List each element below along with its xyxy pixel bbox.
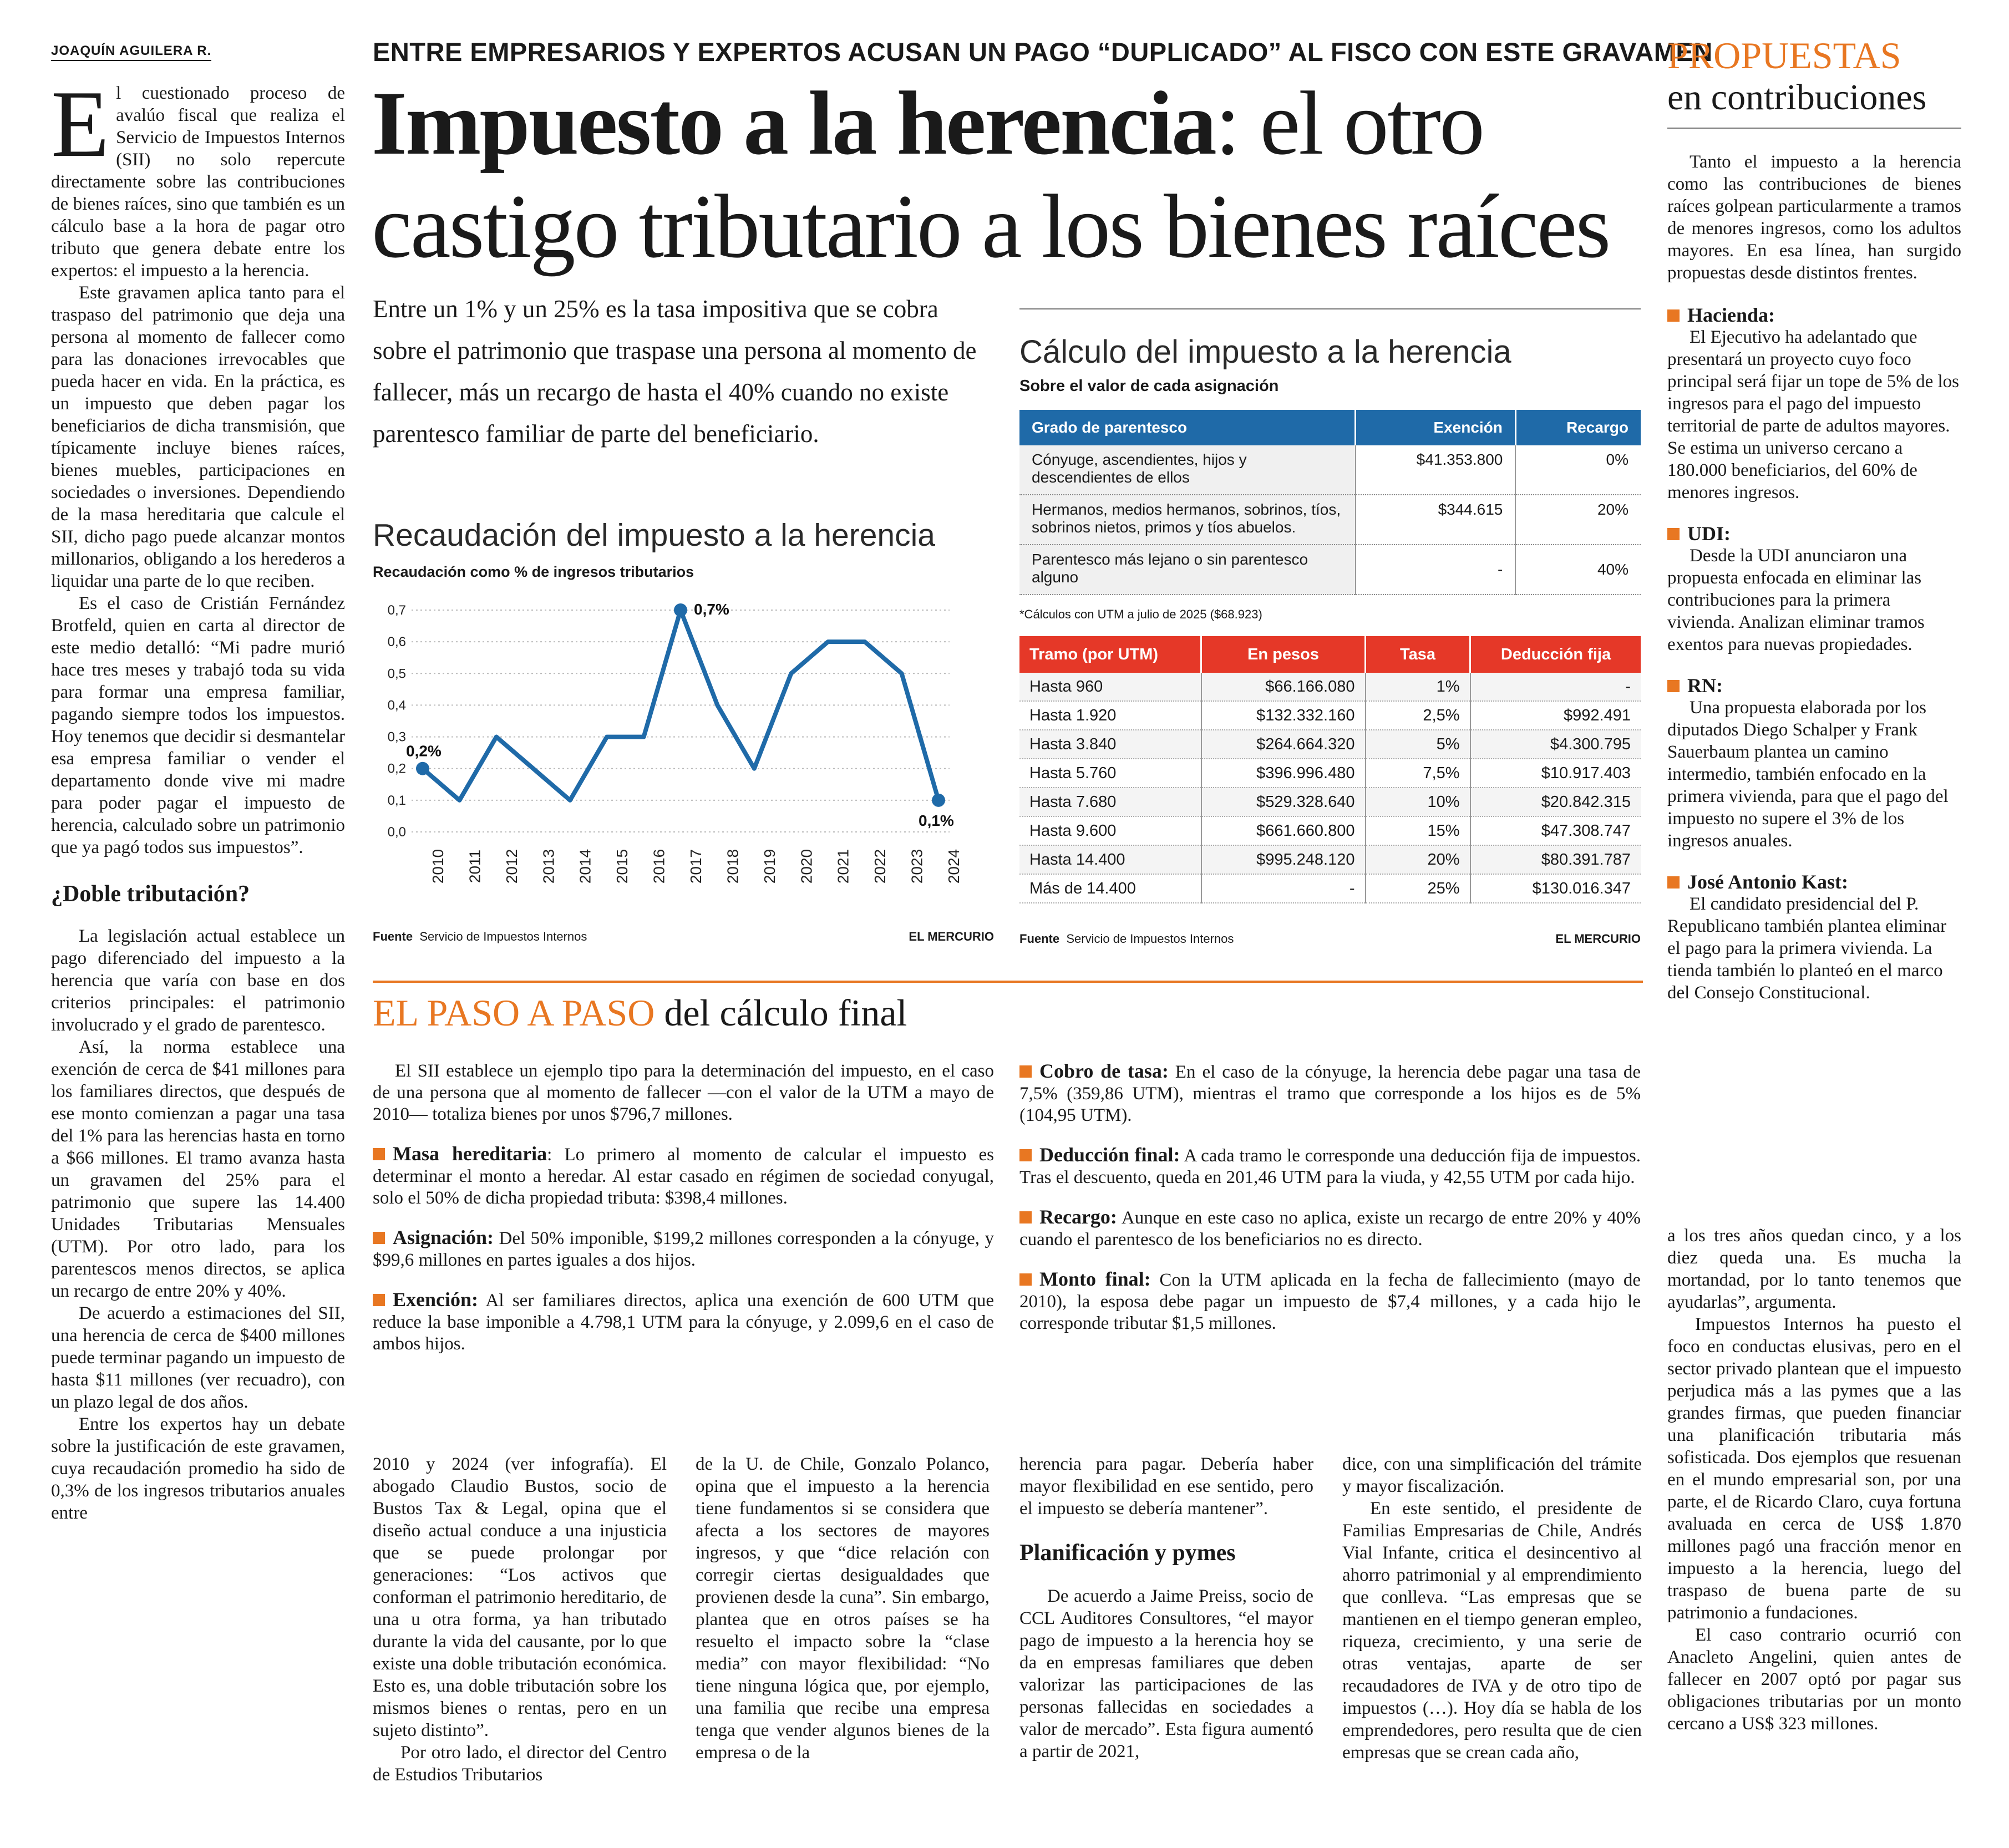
- divider: [1667, 128, 1961, 129]
- x-tick-label: 2011: [466, 849, 484, 884]
- paso-rule: [373, 981, 1643, 983]
- bottom-col-1: [373, 1453, 667, 1786]
- step: [1019, 1060, 1641, 1126]
- table-cell: 10%: [1366, 788, 1470, 816]
- step-text: Con la UTM aplicada en la fecha de fallecimiento (mayo de 2010), la esposa debe pagar un impuesto de $7,4 millones, y a cada hijo le corresponde tributar $1,5 millones.: [1019, 1270, 1641, 1333]
- table-cell: $132.332.160: [1201, 701, 1366, 730]
- calc-title: Cálculo del impuesto a la herencia: [1019, 334, 1511, 370]
- paso-intro: El SII establece un ejemplo tipo para la determinación del impuesto, en el caso de una persona que al momento de fallecer —con el valor de la UTM a mayo de 2010— totaliza bienes por unos $796,7 millones.: [373, 1061, 994, 1124]
- table-cell: Hasta 5.760: [1019, 759, 1201, 788]
- propuesta-head-text: UDI:: [1687, 522, 1731, 545]
- table-cell: $264.664.320: [1201, 730, 1366, 759]
- y-tick-label: 0,7: [387, 603, 406, 618]
- step: [1019, 1268, 1641, 1334]
- propuesta-head: [1667, 871, 1961, 893]
- x-tick-label: 2022: [871, 849, 889, 884]
- bullet-square-icon: [1667, 528, 1680, 540]
- bullet-square-icon: [373, 1232, 385, 1244]
- paragraph: En este sentido, el presidente de Familias Empresarias de Chile, Andrés Vial Infante, critica el desincentivo al ahorro patrimonial y al emprendimiento que conlleva. “Las empresas que se mantienen en el tiempo generan empleo, riqueza, crecimiento, y una serie de otras ventajas, aparte de ser recaudadores de IVA y de otro tipo de impuestos (…). Hoy día se habla de los emprendedores, pero resulta que de cien empresas que se crean cada año,: [1342, 1499, 1642, 1763]
- table-header: En pesos: [1201, 636, 1366, 673]
- data-point: [416, 762, 429, 775]
- data-label: 0,2%: [406, 742, 442, 760]
- line-chart-svg: [373, 599, 994, 932]
- paso-title-orange: EL PASO A PASO: [373, 992, 655, 1034]
- paragraph: herencia para pagar. Debería haber mayor flexibilidad en ese sentido, pero el impuesto se debería mantener”.: [1019, 1454, 1313, 1519]
- propuesta-head: [1667, 522, 1961, 545]
- step-head: Exención:: [393, 1288, 479, 1311]
- y-tick-label: 0,4: [387, 698, 406, 713]
- source-text: Servicio de Impuestos Internos: [1066, 932, 1234, 946]
- table-cell: Hermanos, medios hermanos, sobrinos, tíos, sobrinos nietos, primos y tíos abuelos.: [1019, 495, 1356, 545]
- bullet-square-icon: [1667, 680, 1680, 692]
- chart-subtitle: Recaudación como % de ingresos tributarios: [373, 563, 694, 580]
- revenue-chart: [373, 516, 994, 954]
- table-row: [1019, 445, 1641, 495]
- step: [373, 1289, 994, 1355]
- table-cell: Cónyuge, ascendientes, hijos y descendientes de ellos: [1019, 445, 1356, 495]
- calc-note: *Cálculos con UTM a julio de 2025 ($68.923): [1019, 607, 1262, 621]
- table-cell: 15%: [1366, 816, 1470, 845]
- table-row: [1019, 545, 1641, 595]
- x-tick-label: 2014: [576, 849, 594, 884]
- table-cell: 5%: [1366, 730, 1470, 759]
- paragraph: De acuerdo a Jaime Preiss, socio de CCL Auditores Consultores, “el mayor pago de impuesto a la herencia hoy se da en empresas familiares que deben valorizar las participaciones de las personas fallecidas en sociedades a valor de mercado”. Esta figura aumentó a partir de 2021,: [1019, 1586, 1313, 1761]
- table-row: [1019, 845, 1641, 874]
- bullet-square-icon: [1019, 1273, 1032, 1286]
- table-cell: $529.328.640: [1201, 788, 1366, 816]
- paso-title: [373, 991, 907, 1035]
- headline-rest: : el otro: [1215, 73, 1483, 174]
- table-header: Recargo: [1515, 410, 1641, 445]
- table-row: [1019, 701, 1641, 730]
- table-cell: $41.353.800: [1356, 445, 1516, 495]
- table-cell: $344.615: [1356, 495, 1516, 545]
- propuesta-item: [1667, 871, 1961, 1004]
- propuesta-head: [1667, 674, 1961, 697]
- tramos-table: [1019, 636, 1641, 903]
- y-tick-label: 0,5: [387, 666, 406, 682]
- table-header: Tramo (por UTM): [1019, 636, 1201, 673]
- paragraph: Impuestos Internos ha puesto el foco en conductas elusivas, pero en el sector privado plantean que el impuesto perjudica más a las pymes que a las grandes firmas, que pueden financiar una planificación tributaria más sofisticada. Dos ejemplos que resuenan en el mundo empresarial son, por una parte, el de Ricardo Claro, cuya fortuna avaluada en cerca de US$ 1.870 millones pagó una fracción menor en impuesto a la herencia, luego del traspaso de buena parte de su patrimonio a fundaciones.: [1667, 1314, 1961, 1623]
- chart-brand: EL MERCURIO: [909, 930, 994, 943]
- y-tick-label: 0,0: [387, 825, 406, 840]
- data-point: [932, 794, 945, 807]
- step-text: : Lo primero al momento de calcular el impuesto es determinar el monto a heredar. Al estar casado en régimen de sociedad conyugal, solo el 50% de dicha propiedad tributa: $398,4 millones.: [373, 1145, 994, 1208]
- paso-title-rest: del cálculo final: [664, 992, 907, 1034]
- table-cell: $396.996.480: [1201, 759, 1366, 788]
- x-tick-label: 2010: [429, 849, 447, 884]
- x-tick-label: 2015: [613, 849, 631, 884]
- paragraph: Entre los expertos hay un debate sobre la justificación de este gravamen, cuya recaudación promedio ha sido de 0,3% de los ingresos tributarios anuales entre: [51, 1414, 345, 1523]
- y-tick-label: 0,6: [387, 634, 406, 650]
- propuesta-text: El candidato presidencial del P. Republicano también plantea eliminar el pago para la primera vivienda. La tienda también lo planteó en el marco del Consejo Constitucional.: [1667, 894, 1947, 1003]
- calc-box: [1019, 333, 1641, 954]
- table-row: [1019, 759, 1641, 788]
- propuesta-item: [1667, 304, 1961, 504]
- table-cell: Hasta 1.920: [1019, 701, 1201, 730]
- x-tick-label: 2017: [687, 849, 704, 884]
- table-row: [1019, 673, 1641, 701]
- byline: JOAQUÍN AGUILERA R.: [51, 43, 211, 61]
- table-header: Tasa: [1366, 636, 1470, 673]
- table-row: [1019, 874, 1641, 903]
- x-tick-label: 2012: [503, 849, 520, 884]
- propuesta-head-text: RN:: [1687, 674, 1723, 697]
- propuesta-text: Una propuesta elaborada por los diputados Diego Schalper y Frank Sauerbaum plantea un camino intermedio, también enfocado en la primera vivienda, para que el pago del impuesto no supere el 3% de los ingresos anuales.: [1667, 698, 1949, 851]
- table-cell: Hasta 960: [1019, 673, 1201, 701]
- lead: Entre un 1% y un 25% es la tasa impositiva que se cobra sobre el patrimonio que traspase una persona al momento de fallecer, más un recargo de hasta el 40% cuando no existe parentesco familiar de parte del beneficiario.: [373, 295, 977, 448]
- table-cell: Hasta 3.840: [1019, 730, 1201, 759]
- propuesta-head-text: José Antonio Kast:: [1687, 871, 1849, 893]
- step-text: Del 50% imponible, $199,2 millones corresponden a la cónyuge, y $99,6 millones en partes iguales a dos hijos.: [373, 1228, 994, 1270]
- data-label: 0,1%: [919, 811, 954, 829]
- paragraph: Así, la norma establece una exención de cerca de $41 millones para los familiares directos, que después de ese monto comienzan a pagar una tasa del 1% para las herencias hasta en torno a $66 millones. El tramo avanza hasta un gravamen del 25% para el patrimonio que supere las 14.400 Unidades Tributarias Mensuales (UTM). Por otro lado, para los parentescos menos directos, se aplica un recargo de entre 20% y 40%.: [51, 1037, 345, 1301]
- table-row: [1019, 730, 1641, 759]
- source-label: Fuente: [1019, 932, 1060, 946]
- table-cell: $47.308.747: [1470, 816, 1641, 845]
- table-cell: -: [1201, 874, 1366, 903]
- x-tick-label: 2018: [724, 849, 742, 884]
- paragraph: Este gravamen aplica tanto para el traspaso del patrimonio que deja una persona al momento de fallecer como para las donaciones irrevocables que pueda hacer en vida. En la práctica, es un impuesto que deben pagar los beneficiarios de dicha transmisión, que típicamente incluye bienes raíces, bienes muebles, participaciones en sociedades o inversiones. Dependiendo de la masa hereditaria que calcule el SII, dicho pago puede alcanzar montos millonarios, obligando a los herederos a liquidar una parte de lo que reciben.: [51, 283, 345, 591]
- step-head: Monto final:: [1039, 1268, 1151, 1290]
- bullet-square-icon: [1019, 1065, 1032, 1078]
- propuesta-text: El Ejecutivo ha adelantado que presentará un proyecto cuyo foco principal será fijar un tope de 5% de los ingresos para el pago del impuesto territorial de parte de adultos mayores. Se estima un universo cercano a 180.000 beneficiarios, del 60% de menores ingresos.: [1667, 327, 1959, 502]
- x-tick-label: 2019: [760, 849, 778, 884]
- propuestas-intro: Tanto el impuesto a la herencia como las contribuciones de bienes raíces golpean particularmente a tramos de menores ingresos, como los adultos mayores. En esa línea, han surgido propuestas desde distintos frentes.: [1667, 152, 1961, 283]
- table-header: Exención: [1356, 410, 1516, 445]
- bullet-square-icon: [1667, 309, 1680, 322]
- paragraph: l cuestionado proceso de avalúo fiscal que realiza el Servicio de Impuestos Internos (SII) no solo repercute directamente sobre las contribuciones de bienes raíces, sino que también es un cálculo base a la hora de pagar otro tributo que genera debate entre los expertos: el impuesto a la herencia.: [51, 83, 345, 281]
- step-head: Asignación:: [393, 1226, 494, 1248]
- table-cell: $66.166.080: [1201, 673, 1366, 701]
- table-cell: Más de 14.400: [1019, 874, 1201, 903]
- table-cell: $661.660.800: [1201, 816, 1366, 845]
- propuesta-head-text: Hacienda:: [1687, 304, 1775, 326]
- table-cell: $992.491: [1470, 701, 1641, 730]
- step-text: Al ser familiares directos, aplica una exención de 600 UTM que reduce la base imponible a 4.798,1 UTM para la cónyuge, y 2.099,6 en el caso de ambos hijos.: [373, 1291, 994, 1354]
- step-text: En el caso de la cónyuge, la herencia debe pagar una tasa de 7,5% (359,86 UTM), mientras el tramo que corresponde a los hijos es de 5% (104,95 UTM).: [1019, 1062, 1641, 1125]
- paso-right: [1019, 1060, 1641, 1352]
- parentesco-table: [1019, 410, 1641, 595]
- step: [1019, 1206, 1641, 1251]
- step: [1019, 1144, 1641, 1189]
- right-bottom-column: [1667, 1225, 1961, 1735]
- table-cell: 20%: [1366, 845, 1470, 874]
- y-tick-label: 0,1: [387, 793, 406, 808]
- paragraph: De acuerdo a estimaciones del SII, una herencia de cerca de $400 millones puede terminar pagando un impuesto de hasta $11 millones (ver recuadro), con un plazo legal de dos años.: [51, 1303, 345, 1412]
- bottom-col-2: [696, 1453, 990, 1764]
- table-header: Deducción fija: [1470, 636, 1641, 673]
- data-label: 0,7%: [694, 601, 729, 618]
- table-cell: $20.842.315: [1470, 788, 1641, 816]
- bullet-square-icon: [373, 1148, 385, 1160]
- bullet-square-icon: [1667, 876, 1680, 889]
- bottom-col-3: [1019, 1453, 1313, 1763]
- table-cell: 25%: [1366, 874, 1470, 903]
- divider: [1019, 308, 1641, 309]
- table-cell: -: [1356, 545, 1516, 595]
- paragraph: Es el caso de Cristián Fernández Brotfeld, quien en carta al director de este medio detalló: “Mi padre murió hace tres meses y trabajó toda su vida para formar una empresa familiar, pagando siempre todos los impuestos. Hoy tenemos que decidir si desmantelar esa empresa familiar o vender el departamento donde vive mi madre para poder pagar el impuesto de herencia, calculado sobre un patrimonio que ya pagó todos sus impuestos”.: [51, 593, 345, 857]
- paragraph: a los tres años quedan cinco, y a los diez queda una. Es mucha la mortandad, por lo tanto tenemos que ayudarlas”, argumenta.: [1667, 1226, 1961, 1312]
- propuesta-item: [1667, 674, 1961, 852]
- paragraph: 2010 y 2024 (ver infografía). El abogado Claudio Bustos, socio de Bustos Tax & Legal, opina que el diseño actual conduce a una injusticia que se puede prolongar por generaciones: “Los activos que conforman el patrimonio hereditario, de una u otra forma, ya han tributado durante la vida del causante, por lo que existe una doble tributación económica. Esto es, una doble tributación sobre los mismos bienes o rentas, pero en un sujeto distinto”.: [373, 1454, 667, 1740]
- paragraph: Por otro lado, el director del Centro de Estudios Tributarios: [373, 1743, 667, 1785]
- y-tick-label: 0,3: [387, 729, 406, 745]
- propuestas-box: [1667, 34, 1961, 1023]
- bottom-col-4: [1342, 1453, 1642, 1764]
- headline-bold: Impuesto a la herencia: [372, 73, 1215, 174]
- step-head: Masa hereditaria: [393, 1143, 547, 1165]
- bullet-square-icon: [1019, 1149, 1032, 1161]
- x-tick-label: 2013: [540, 849, 557, 884]
- table-cell: $995.248.120: [1201, 845, 1366, 874]
- x-tick-label: 2021: [834, 849, 852, 884]
- subhead-planificacion: Planificación y pymes: [1019, 1540, 1236, 1566]
- table-cell: $80.391.787: [1470, 845, 1641, 874]
- table-cell: 2,5%: [1366, 701, 1470, 730]
- table-cell: 40%: [1515, 545, 1641, 595]
- table-cell: $130.016.347: [1470, 874, 1641, 903]
- x-tick-label: 2020: [798, 849, 815, 884]
- table-cell: Hasta 7.680: [1019, 788, 1201, 816]
- step-text: Aunque en este caso no aplica, existe un recargo de entre 20% y 40% cuando el parentesco de los beneficiarios no es directo.: [1019, 1208, 1641, 1250]
- y-tick-label: 0,2: [387, 761, 406, 776]
- table-cell: $10.917.403: [1470, 759, 1641, 788]
- calc-subtitle: Sobre el valor de cada asignación: [1019, 377, 1279, 395]
- kicker: ENTRE EMPRESARIOS Y EXPERTOS ACUSAN UN PAGO “DUPLICADO” AL FISCO CON ESTE GRAVAMEN: [373, 37, 1713, 67]
- bullet-square-icon: [1019, 1211, 1032, 1223]
- paragraph: El caso contrario ocurrió con Anacleto Angelini, quien antes de fallecer en 2007 optó por pagar sus obligaciones tributarias por un monto cercano a US$ 323 millones.: [1667, 1625, 1961, 1734]
- x-tick-label: 2024: [945, 849, 962, 884]
- step-head: Cobro de tasa:: [1039, 1060, 1169, 1082]
- calc-brand: EL MERCURIO: [1555, 932, 1641, 946]
- data-point: [674, 603, 687, 617]
- paso-left: [373, 1060, 994, 1373]
- chart-title: Recaudación del impuesto a la herencia: [373, 517, 935, 553]
- step-head: Recargo:: [1039, 1206, 1117, 1228]
- table-cell: Parentesco más lejano o sin parentesco alguno: [1019, 545, 1356, 595]
- table-cell: -: [1470, 673, 1641, 701]
- dropcap: E: [51, 72, 110, 177]
- table-header: Grado de parentesco: [1019, 410, 1356, 445]
- table-cell: Hasta 14.400: [1019, 845, 1201, 874]
- source-text: Servicio de Impuestos Internos: [419, 930, 587, 943]
- propuesta-head: [1667, 304, 1961, 326]
- calc-source: [1019, 932, 1234, 946]
- table-row: [1019, 816, 1641, 845]
- propuesta-item: [1667, 522, 1961, 656]
- step-text: A cada tramo le corresponde una deducción fija de impuestos. Tras el descuento, queda en 201,46 UTM para la viuda, y 42,55 UTM por cada hijo.: [1019, 1146, 1641, 1187]
- step-head: Deducción final:: [1039, 1144, 1180, 1166]
- source-label: Fuente: [373, 930, 413, 943]
- subhead-doble-tributacion: ¿Doble tributación?: [51, 881, 250, 907]
- table-cell: 1%: [1366, 673, 1470, 701]
- chart-source: [373, 930, 587, 944]
- headline: [372, 72, 1653, 278]
- propuestas-title-orange: PROPUESTAS: [1667, 34, 1901, 77]
- table-cell: $4.300.795: [1470, 730, 1641, 759]
- paragraph: de la U. de Chile, Gonzalo Polanco, opina que el impuesto a la herencia tiene fundamentos si se considera que afecta a los sectores de mayores ingresos, y que “dice relación con corregir ciertas desigualdades que provienen desde la cuna”. Sin embargo, plantea que en otros países se ha resuelto el impacto sobre la “clase media” con mayor flexibilidad: “No tiene ninguna lógica que, por ejemplo, una familia que recibe una empresa tenga que vender algunos bienes de la empresa o de la: [696, 1454, 990, 1763]
- bullet-square-icon: [373, 1294, 385, 1306]
- table-cell: 0%: [1515, 445, 1641, 495]
- left-column: [51, 72, 345, 1524]
- paragraph: dice, con una simplificación del trámite y mayor fiscalización.: [1342, 1454, 1642, 1496]
- x-tick-label: 2023: [908, 849, 926, 884]
- table-cell: 7,5%: [1366, 759, 1470, 788]
- x-tick-label: 2016: [650, 849, 668, 884]
- propuesta-text: Desde la UDI anunciaron una propuesta enfocada en eliminar las contribuciones para la primera vivienda. Analizan eliminar tramos exentos para nuevas propiedades.: [1667, 546, 1925, 654]
- table-cell: 20%: [1515, 495, 1641, 545]
- step: [373, 1227, 994, 1271]
- propuestas-title-rest: en contribuciones: [1667, 77, 1927, 118]
- table-row: [1019, 788, 1641, 816]
- paragraph: La legislación actual establece un pago diferenciado del impuesto a la herencia que varía con base en dos criterios principales: el patrimonio involucrado y el grado de parentesco.: [51, 926, 345, 1035]
- headline-line2: castigo tributario a los bienes raíces: [372, 176, 1610, 277]
- table-row: [1019, 495, 1641, 545]
- table-cell: Hasta 9.600: [1019, 816, 1201, 845]
- step: [373, 1143, 994, 1209]
